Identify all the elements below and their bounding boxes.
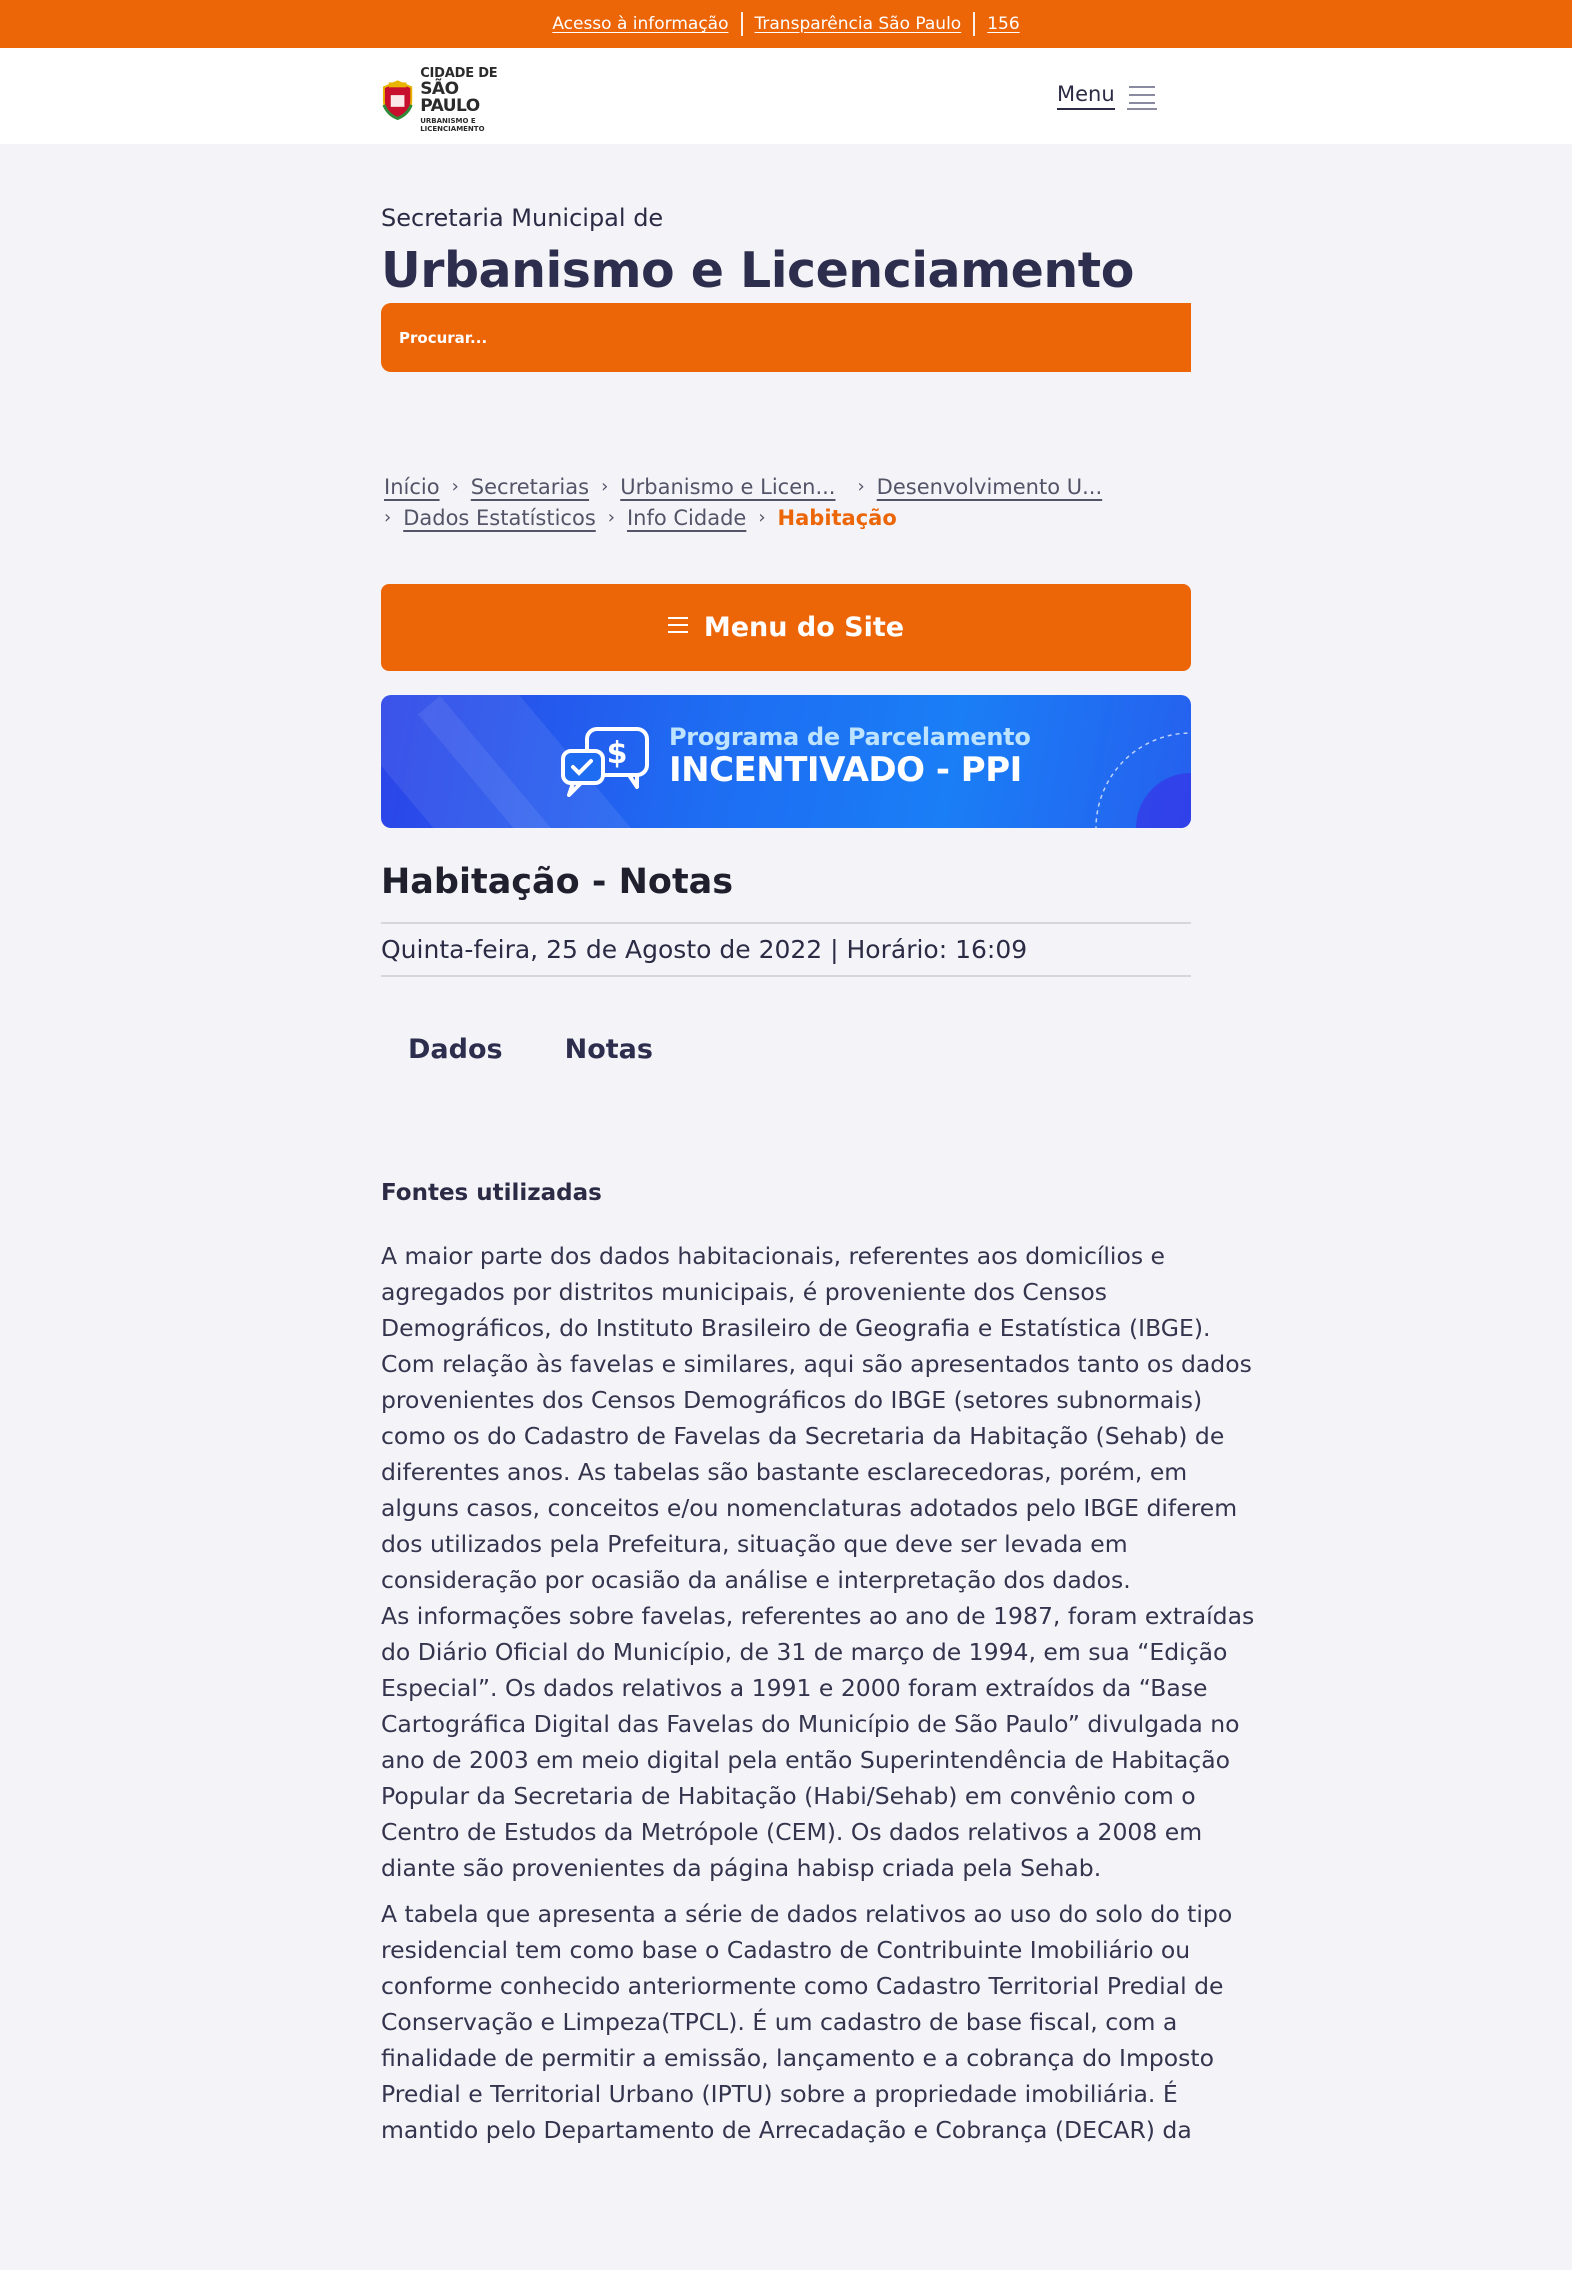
divider bbox=[973, 12, 975, 36]
paragraph-line: Com relação às favelas e similares, aqui são apresentados tanto os dados bbox=[381, 1350, 1252, 1378]
breadcrumb-row bbox=[384, 471, 1194, 502]
banner-decoration bbox=[1071, 695, 1191, 828]
page-title: Urbanismo e Licenciamento bbox=[381, 242, 1134, 299]
tab-notas[interactable]: Notas bbox=[564, 1034, 653, 1065]
city-crest-icon bbox=[381, 79, 414, 121]
breadcrumb-current: Habitação bbox=[777, 505, 897, 530]
paragraph-line: residencial tem como base o Cadastro de Contribuinte Imobiliário ou bbox=[381, 1936, 1191, 1964]
city-logo[interactable] bbox=[381, 65, 521, 133]
divider bbox=[381, 975, 1191, 977]
site-header bbox=[0, 48, 1572, 144]
breadcrumb-row bbox=[384, 502, 1194, 533]
paragraph-line: ano de 2003 em meio digital pela então Superintendência de Habitação bbox=[381, 1746, 1231, 1774]
breadcrumb-secretarias[interactable]: Secretarias bbox=[470, 474, 590, 499]
paragraph-line: diante são provenientes da página habisp criada pela Sehab. bbox=[381, 1854, 1102, 1882]
banner-text bbox=[669, 723, 1031, 790]
site-menu-button[interactable] bbox=[381, 584, 1191, 671]
paragraph-line: Especial”. Os dados relativos a 1991 e 2000 foram extraídos da “Base bbox=[381, 1674, 1208, 1702]
paragraph-line: A tabela que apresenta a série de dados relativos ao uso do solo do tipo bbox=[381, 1900, 1233, 1928]
breadcrumb bbox=[384, 471, 1194, 533]
paragraph-line: alguns casos, conceitos e/ou nomenclaturas adotados pelo IBGE diferem bbox=[381, 1494, 1238, 1522]
ppi-banner[interactable] bbox=[381, 695, 1191, 828]
paragraph-line: provenientes dos Censos Demográficos do IBGE (setores subnormais) bbox=[381, 1386, 1203, 1414]
chevron-right-icon: › bbox=[758, 507, 766, 528]
article-paragraph bbox=[381, 1896, 1233, 2148]
paragraph-line: conforme conhecido anteriormente como Cadastro Territorial Predial de bbox=[381, 1972, 1224, 2000]
paragraph-line: mantido pelo Departamento de Arrecadação e Cobrança (DECAR) da bbox=[381, 2116, 1192, 2144]
logo-line1: CIDADE DE bbox=[420, 65, 498, 81]
chevron-right-icon: › bbox=[451, 476, 459, 497]
article-title: Habitação - Notas bbox=[381, 862, 734, 902]
section-subtitle: Fontes utilizadas bbox=[381, 1180, 602, 1206]
paragraph-line: Popular da Secretaria de Habitação (Habi/Sehab) em convênio com o bbox=[381, 1782, 1196, 1810]
page-kicker: Secretaria Municipal de bbox=[381, 204, 664, 232]
menu-icon bbox=[668, 617, 688, 633]
paragraph-line: As informações sobre favelas, referentes ao ano de 1987, foram extraídas bbox=[381, 1602, 1255, 1630]
banner-line2: INCENTIVADO - PPI bbox=[669, 750, 1022, 790]
article-paragraph bbox=[381, 1238, 1255, 1886]
link-156[interactable]: 156 bbox=[987, 14, 1020, 34]
breadcrumb-urbanismo[interactable]: Urbanismo e Licen... bbox=[620, 474, 836, 499]
search-bar[interactable] bbox=[381, 303, 1191, 372]
tab-dados[interactable]: Dados bbox=[408, 1034, 503, 1065]
breadcrumb-inicio[interactable]: Início bbox=[384, 474, 440, 499]
article-date: Quinta-feira, 25 de Agosto de 2022 | Horário: 16:09 bbox=[381, 935, 1028, 964]
paragraph-line: Cartográfica Digital das Favelas do Município de São Paulo” divulgada no bbox=[381, 1710, 1240, 1738]
logo-wordmark bbox=[420, 67, 521, 133]
paragraph-line: Demográficos, do Instituto Brasileiro de Geografia e Estatística (IBGE). bbox=[381, 1314, 1211, 1342]
menu-label: Menu bbox=[1057, 82, 1115, 110]
header-menu-button[interactable] bbox=[1057, 82, 1157, 110]
divider bbox=[381, 922, 1191, 924]
paragraph-line: dos utilizados pela Prefeitura, situação que deve ser levada em bbox=[381, 1530, 1128, 1558]
hamburger-icon bbox=[1127, 82, 1157, 110]
paragraph-line: A maior parte dos dados habitacionais, referentes aos domicílios e bbox=[381, 1242, 1166, 1270]
paragraph-line: agregados por distritos municipais, é proveniente dos Censos bbox=[381, 1278, 1108, 1306]
search-input[interactable] bbox=[399, 329, 1191, 347]
paragraph-line: finalidade de permitir a emissão, lançamento e a cobrança do Imposto bbox=[381, 2044, 1214, 2072]
paragraph-line: diferentes anos. As tabelas são bastante esclarecedoras, porém, em bbox=[381, 1458, 1188, 1486]
paragraph-line: Predial e Territorial Urbano (IPTU) sobre a propriedade imobiliária. É bbox=[381, 2080, 1178, 2108]
breadcrumb-info-cidade[interactable]: Info Cidade bbox=[626, 505, 747, 530]
article-tabs bbox=[408, 1034, 653, 1065]
link-acesso-informacao[interactable]: Acesso à informação bbox=[552, 14, 729, 34]
divider bbox=[741, 12, 743, 36]
paragraph-line: consideração por ocasião da análise e interpretação dos dados. bbox=[381, 1566, 1131, 1594]
paragraph-line: do Diário Oficial do Município, de 31 de março de 1994, em sua “Edição bbox=[381, 1638, 1228, 1666]
paragraph-line: Centro de Estudos da Metrópole (CEM). Os dados relativos a 2008 em bbox=[381, 1818, 1203, 1846]
site-menu-label: Menu do Site bbox=[703, 612, 905, 643]
chevron-right-icon: › bbox=[857, 476, 865, 497]
paragraph-line: como os do Cadastro de Favelas da Secretaria da Habitação (Sehab) de bbox=[381, 1422, 1225, 1450]
chevron-right-icon: › bbox=[607, 507, 615, 528]
logo-line3: URBANISMO E LICENCIAMENTO bbox=[420, 116, 485, 133]
logo-line2: SÃO PAULO bbox=[420, 78, 480, 116]
svg-text:$: $ bbox=[606, 736, 628, 771]
chevron-right-icon: › bbox=[601, 476, 609, 497]
link-transparencia[interactable]: Transparência São Paulo bbox=[754, 14, 962, 34]
chat-dollar-icon bbox=[559, 725, 651, 799]
chevron-right-icon: › bbox=[384, 507, 392, 528]
top-utility-bar bbox=[0, 0, 1572, 48]
paragraph-line: Conservação e Limpeza(TPCL). É um cadastro de base fiscal, com a bbox=[381, 2008, 1178, 2036]
banner-line1: Programa de Parcelamento bbox=[669, 723, 1031, 751]
breadcrumb-dados-estatisticos[interactable]: Dados Estatísticos bbox=[403, 505, 596, 530]
breadcrumb-desenvolvimento[interactable]: Desenvolvimento U... bbox=[876, 474, 1103, 499]
